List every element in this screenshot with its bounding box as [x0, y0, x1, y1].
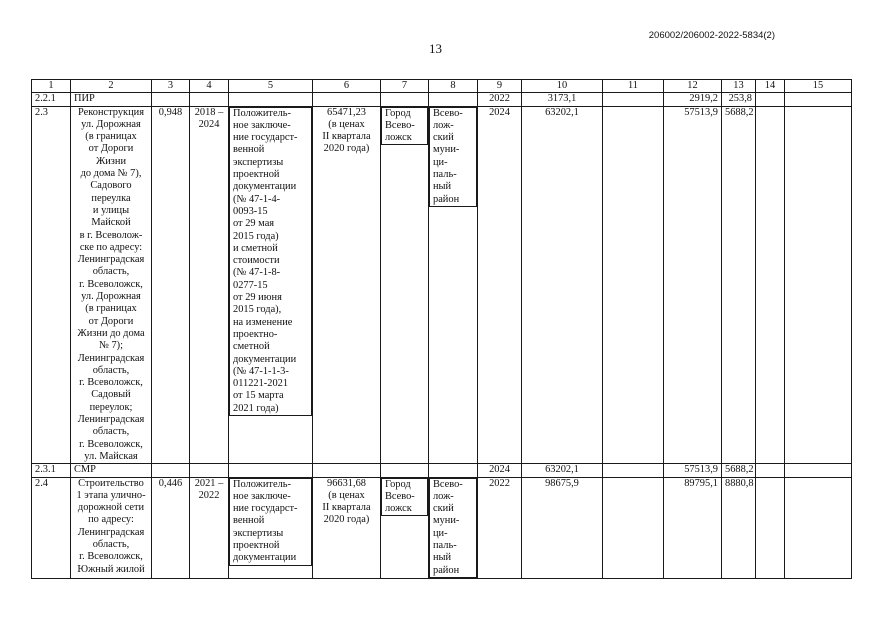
cell-year: 2024: [478, 106, 522, 464]
table-row: [32, 477, 852, 578]
cell-object-name: ПИР: [71, 93, 152, 106]
cell-number: 2.3: [32, 106, 71, 464]
column-header: 9: [478, 80, 522, 93]
cell-settlement: [381, 106, 429, 464]
cell-col15: [785, 106, 852, 464]
cell-total: 63202,1: [522, 464, 603, 477]
cell-period: [190, 93, 229, 106]
cell-col14: [756, 464, 785, 477]
column-header: 7: [381, 80, 429, 93]
cell-period: 2018 – 2024: [190, 106, 229, 464]
expertise-box: Положитель- ное заключе- ние государст- венной экспертизы проектной документации (№ 47-1-4- 0093-15 от 29 мая 2015 года) и сметной стоимости (№ 47-1-8- 0277-15 от 29 июня 2015 года), на изменение проектно- сметной документации (№ 47-1-1-3- 011221-2021 от 15 марта 2021 года): [229, 107, 312, 416]
cell-col12: 57513,9: [664, 464, 722, 477]
cell-col14: [756, 106, 785, 464]
column-header: 4: [190, 80, 229, 93]
cell-estimated-cost: 65471,23 (в ценах II квартала 2020 года): [313, 106, 381, 464]
cell-district: [429, 477, 478, 578]
table-row: [32, 106, 852, 464]
cell-object-name: СМР: [71, 464, 152, 477]
column-header: 3: [152, 80, 190, 93]
district-box: Всево- лож- ский муни- ци- паль- ный район: [429, 478, 477, 578]
column-header: 14: [756, 80, 785, 93]
column-header: 12: [664, 80, 722, 93]
column-header: 6: [313, 80, 381, 93]
cell-col15: [785, 93, 852, 106]
cell-expertise: [229, 464, 313, 477]
cell-number: 2.4: [32, 477, 71, 578]
cell-col11: [603, 477, 664, 578]
cell-number: 2.3.1: [32, 464, 71, 477]
column-header: 8: [429, 80, 478, 93]
cell-col11: [603, 93, 664, 106]
cell-col12: 2919,2: [664, 93, 722, 106]
column-header: 15: [785, 80, 852, 93]
cell-col13: 5688,2: [722, 464, 756, 477]
cell-col11: [603, 106, 664, 464]
cell-capacity: [152, 93, 190, 106]
cell-estimated-cost: [313, 93, 381, 106]
page-number: 13: [429, 41, 442, 56]
cell-expertise: [229, 477, 313, 578]
cell-settlement: [381, 93, 429, 106]
cell-district: [429, 106, 478, 464]
cell-capacity: 0,446: [152, 477, 190, 578]
column-header: 1: [32, 80, 71, 93]
column-header: 2: [71, 80, 152, 93]
cell-col15: [785, 464, 852, 477]
cell-capacity: 0,948: [152, 106, 190, 464]
data-table: [31, 79, 852, 579]
document-id: 206002/206002-2022-5834(2): [648, 30, 775, 41]
cell-col13: 253,8: [722, 93, 756, 106]
district-box: Всево- лож- ский муни- ци- паль- ный район: [429, 107, 477, 207]
column-header: 11: [603, 80, 664, 93]
cell-object-name: Реконструкция ул. Дорожная (в границах от Дороги Жизни до дома № 7), Садового переулка и улицы Майской в г. Всеволож- ске по адресу: Ленинградская область, г. Всеволожск, ул. Дорожная (в границах от Дороги Жизни до дома № 7); Ленинградская область, г. Всеволожск, Садовый переулок; Ленинградская область, г. Всеволожск, ул. Майская: [71, 106, 152, 464]
settlement-box: Город Всево- ложск: [381, 478, 428, 517]
cell-total: 98675,9: [522, 477, 603, 578]
cell-settlement: [381, 477, 429, 578]
column-header: 13: [722, 80, 756, 93]
cell-object-name: Строительство 1 этапа улично- дорожной сети по адресу: Ленинградская область, г. Всеволожск, Южный жилой: [71, 477, 152, 578]
table-row: [32, 464, 852, 477]
column-number-header: [32, 80, 852, 93]
cell-estimated-cost: [313, 464, 381, 477]
cell-year: 2024: [478, 464, 522, 477]
table-row: [32, 93, 852, 106]
cell-expertise: [229, 106, 313, 464]
cell-period: 2021 – 2022: [190, 477, 229, 578]
cell-col12: 89795,1: [664, 477, 722, 578]
expertise-box: Положитель- ное заключе- ние государст- венной экспертизы проектной документации: [229, 478, 312, 566]
column-header: 10: [522, 80, 603, 93]
cell-expertise: [229, 93, 313, 106]
cell-col15: [785, 477, 852, 578]
cell-period: [190, 464, 229, 477]
column-header: 5: [229, 80, 313, 93]
cell-settlement: [381, 464, 429, 477]
cell-total: 63202,1: [522, 106, 603, 464]
cell-year: 2022: [478, 93, 522, 106]
cell-district: [429, 93, 478, 106]
cell-year: 2022: [478, 477, 522, 578]
cell-number: 2.2.1: [32, 93, 71, 106]
cell-col14: [756, 93, 785, 106]
cell-total: 3173,1: [522, 93, 603, 106]
cell-col13: 5688,2: [722, 106, 756, 464]
cell-capacity: [152, 464, 190, 477]
cell-col11: [603, 464, 664, 477]
settlement-box: Город Всево- ложск: [381, 107, 428, 146]
cell-estimated-cost: 96631,68 (в ценах II квартала 2020 года): [313, 477, 381, 578]
cell-col12: 57513,9: [664, 106, 722, 464]
cell-col13: 8880,8: [722, 477, 756, 578]
cell-col14: [756, 477, 785, 578]
cell-district: [429, 464, 478, 477]
